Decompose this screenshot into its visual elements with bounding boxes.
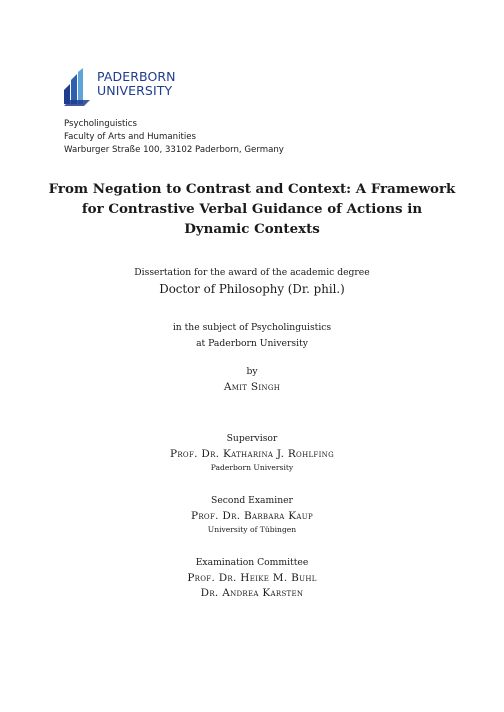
committee-label: Examination Committee — [195, 557, 309, 568]
second-examiner-name: Prof. Dr. Barbara Kaup — [191, 510, 313, 522]
title-line-2: for Contrastive Verbal Guidance of Actions in — [81, 201, 423, 217]
subject-line-1: in the subject of Psycholinguistics — [172, 322, 332, 333]
subject-line-2: at Paderborn University — [196, 338, 308, 349]
affiliation-faculty: Faculty of Arts and Humanities — [64, 132, 196, 142]
degree-name: Doctor of Philosophy (Dr. phil.) — [159, 282, 345, 296]
affiliation-department: Psycholinguistics — [64, 119, 137, 129]
university-logo — [64, 68, 184, 106]
title-line-3: Dynamic Contexts — [184, 221, 320, 237]
supervisor-name: Prof. Dr. Katharina J. Rohlfing — [170, 448, 334, 460]
logo-line-2: UNIVERSITY — [97, 83, 173, 98]
second-examiner-label: Second Examiner — [211, 495, 293, 506]
affiliation-address: Warburger Straße 100, 33102 Paderborn, Germany — [64, 145, 284, 155]
author-by: by — [246, 366, 258, 377]
committee-member-1: Prof. Dr. Heike M. Buhl — [187, 572, 317, 584]
committee-member-2: Dr. Andrea Karsten — [200, 587, 304, 599]
logo-line-1: PADERBORN — [97, 69, 176, 84]
author-name: Amit Singh — [223, 381, 281, 393]
title-line-1: From Negation to Contrast and Context: A Framework — [48, 181, 456, 197]
affiliation-block — [64, 118, 284, 157]
second-examiner-affiliation: University of Tübingen — [207, 525, 297, 534]
degree-intro: Dissertation for the award of the academic degree — [134, 267, 370, 278]
university-logo-icon — [64, 68, 94, 106]
thesis-title — [24, 179, 480, 239]
supervisor-label: Supervisor — [226, 433, 278, 444]
supervisor-affiliation: Paderborn University — [210, 463, 294, 472]
